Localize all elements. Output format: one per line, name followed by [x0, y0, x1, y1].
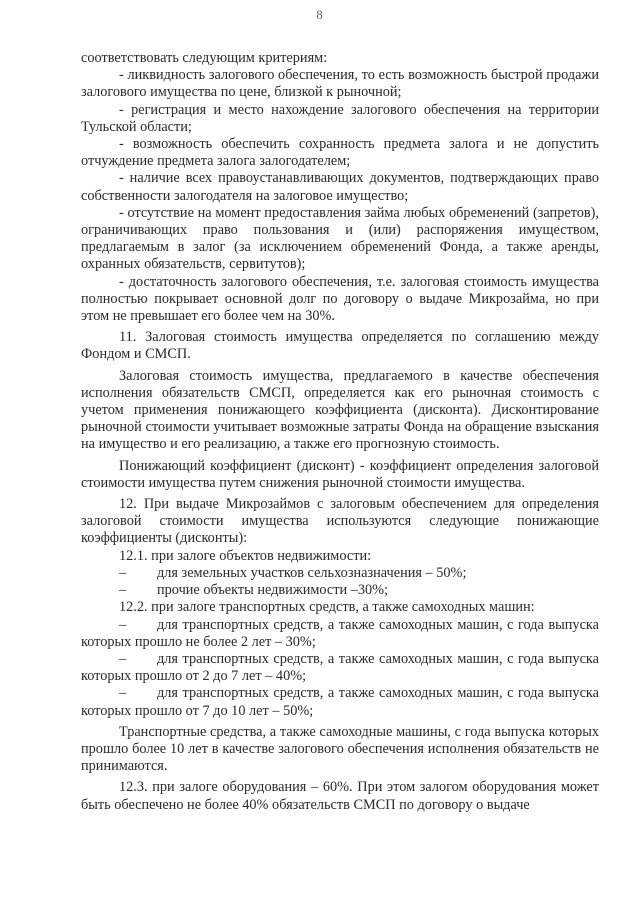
subsection-12-2: 12.2. при залоге транспортных средств, а также самоходных машин:: [119, 599, 535, 616]
criteria-item: - отсутствие на момент предоставления займа любых обременений (запретов), ограничивающих право пользования и (или) распоряжения имуществом, предлагаемым в залог (за исключением обременений Фонда, а также аренды, охранных обязательств, сервитутов);: [81, 204, 599, 273]
dash-marker: –: [119, 616, 127, 633]
subsection-12-1: 12.1. при залоге объектов недвижимости:: [119, 547, 372, 564]
list-item: [81, 565, 599, 582]
page-number: 8: [316, 7, 323, 22]
section-12: 12. При выдаче Микрозаймов с залоговым обеспечением для определения залоговой стоимости имущества используются следующие понижающие коэффициенты (дисконты):: [81, 496, 599, 547]
criteria-item: - наличие всех правоустанавливающих документов, подтверждающих право собственности залогодателя на залоговое имущество;: [81, 170, 599, 204]
list-item: [81, 582, 599, 599]
criteria-item: - достаточность залогового обеспечения, т.е. залоговая стоимость имущества полностью покрывает основной долг по договору о выдаче Микрозайма, но при этом не превышает его более чем на 30%.: [81, 273, 599, 325]
criteria-item: - ликвидность залогового обеспечения, то есть возможность быстрой продажи залогового имущества по цене, близкой к рыночной;: [81, 67, 599, 101]
criteria-item: - возможность обеспечить сохранность предмета залога и не допустить отчуждение предмета залога залогодателем;: [81, 136, 599, 170]
dash-marker: –: [119, 650, 127, 667]
subsection-12-3: 12.3. при залоге оборудования – 60%. При этом залогом оборудования может быть обеспечено не более 40% обязательств СМСП по договору о выдаче: [81, 779, 599, 813]
list-item-text: прочие объекты недвижимости –30%;: [157, 582, 389, 599]
dash-marker: –: [119, 582, 127, 599]
list-item-text: для транспортных средств, а также самоходных машин, с года выпуска которых прошло от 2 до 7 лет – 40%;: [81, 650, 599, 685]
paragraph: Транспортные средства, а также самоходные машины, с года выпуска которых прошло более 10 лет в качестве залогового обеспечения исполнения обязательств не принимаются.: [81, 723, 599, 775]
dash-marker: –: [119, 564, 127, 581]
list-item-text: для транспортных средств, а также самоходных машин, с года выпуска которых прошло от 7 до 10 лет – 50%;: [81, 685, 599, 719]
paragraph: Понижающий коэффициент (дисконт) - коэффициент определения залоговой стоимости имущества путем снижения рыночной стоимости имущества.: [81, 457, 599, 491]
list-item-text: для земельных участков сельхозназначения – 50%;: [157, 564, 467, 581]
paragraph: Залоговая стоимость имущества, предлагаемого в качестве обеспечения исполнения обязательств СМСП, определяется как его рыночная стоимость с учетом применения понижающего коэффициента (дисконта). Дисконтирование рыночной стоимости учитывает возможные затраты Фонда на обращение взыскания на имущество и его реализацию, а также его прогнозную стоимость.: [81, 367, 599, 453]
criteria-item: - регистрация и место нахождение залогового обеспечения на территории Тульской области;: [81, 101, 599, 135]
document-body: [81, 50, 599, 814]
list-item: [81, 617, 599, 651]
list-item: [81, 651, 599, 685]
paragraph: соответствовать следующим критериям:: [81, 50, 328, 66]
list-item: [81, 685, 599, 719]
list-item-text: для транспортных средств, а также самоходных машин, с года выпуска которых прошло не более 2 лет – 30%;: [81, 616, 599, 650]
section-11: 11. Залоговая стоимость имущества определяется по соглашению между Фондом и СМСП.: [81, 329, 599, 363]
dash-marker: –: [119, 685, 127, 702]
